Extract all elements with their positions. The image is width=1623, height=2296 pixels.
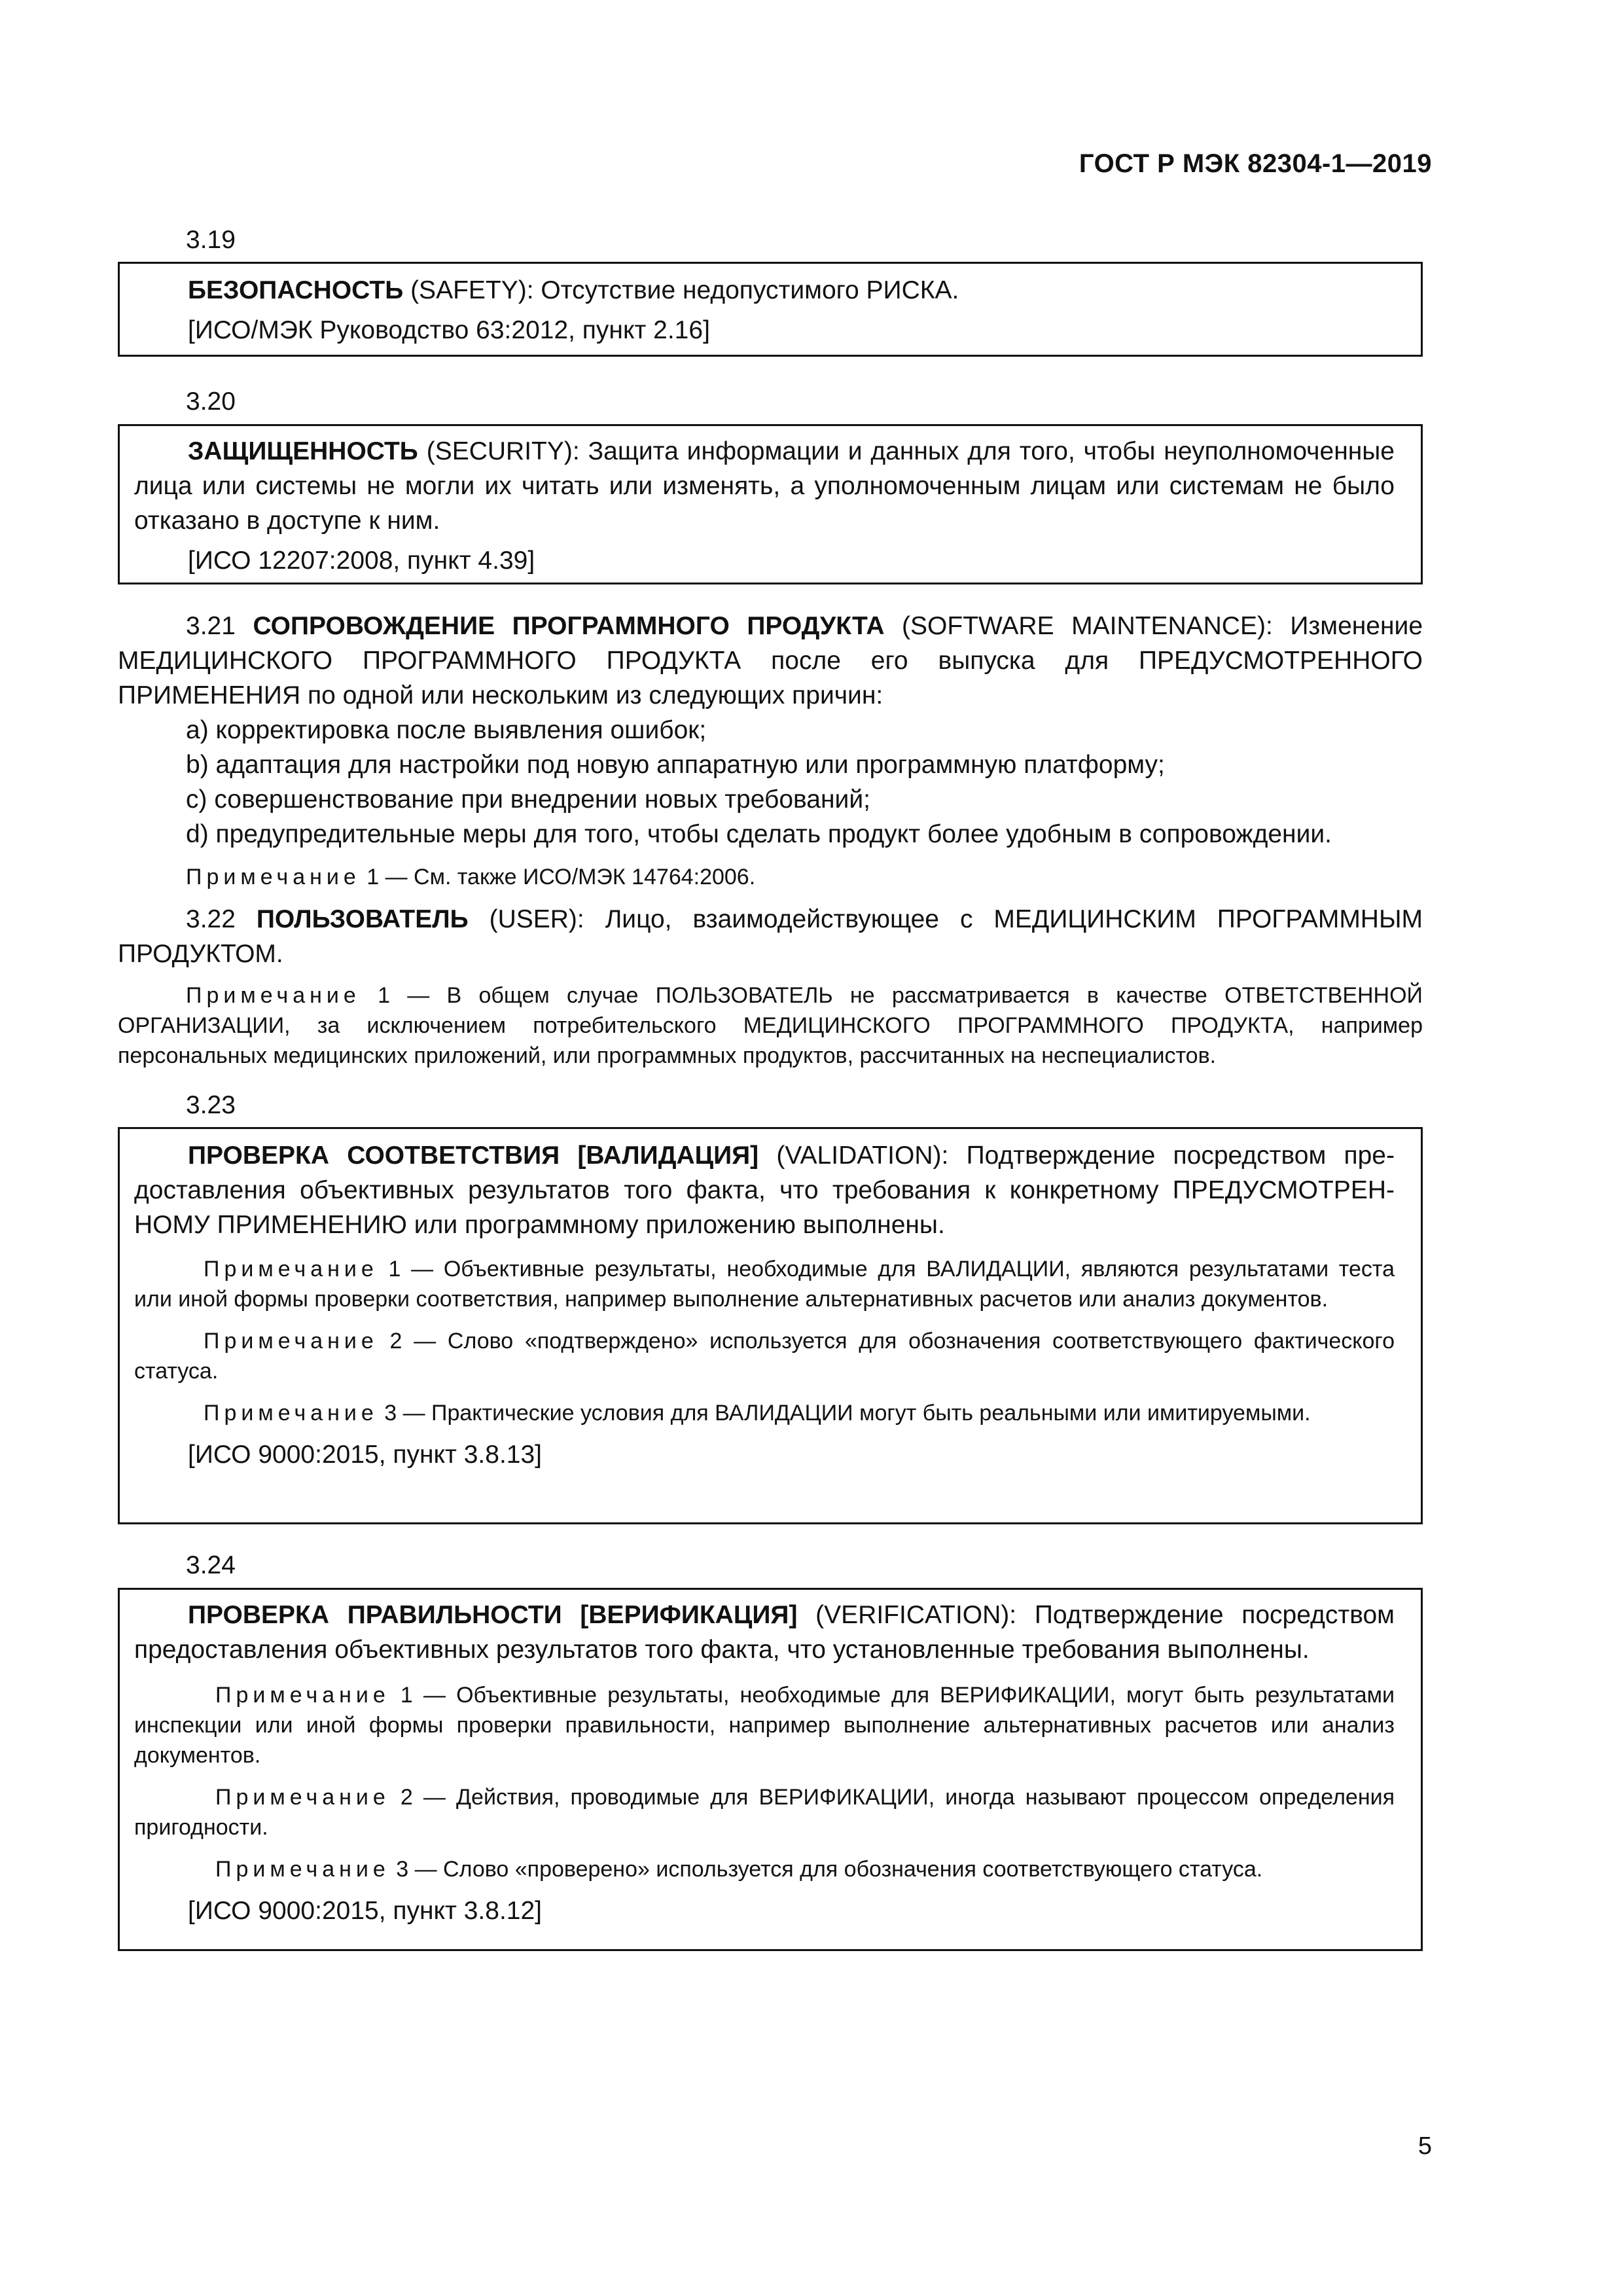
- page-number: 5: [1418, 2132, 1432, 2160]
- clause-3-21: [118, 609, 1423, 892]
- note-3-22: [118, 980, 1423, 1071]
- reference-3-19: [ИСО/МЭК Руководство 63:2012, пункт 2.16]: [188, 316, 710, 344]
- note-label: Примечание: [204, 1401, 378, 1426]
- term-safety: БЕЗОПАСНОСТЬ: [188, 276, 404, 304]
- note-3-24-2: [134, 1782, 1421, 1842]
- reference-3-23: [ИСО 9000:2015, пункт 3.8.13]: [188, 1441, 542, 1469]
- definition-box-3-20: [118, 424, 1423, 584]
- definition-text: (SOFTWARE MAINTENANCE): Изменение МЕДИЦИНСКОГО ПРОГРАММНОГО ПРОДУКТА после его выпуска для ПРЕДУСМОТРЕННОГО ПРИМЕНЕНИЯ по одной или нескольким из следующих причин:: [118, 612, 1423, 709]
- definition-text: (VALIDATION): Подтверждение посредством предоставления объективных результатов того факта, что требования к конкретному ПРЕДУСМОТРЕННОМУ ПРИМЕНЕНИЮ или программному приложению выполнены.: [134, 1141, 1395, 1239]
- definition-box-3-19: [118, 262, 1423, 357]
- definition-box-3-24: [118, 1588, 1423, 1951]
- list-item: b) адаптация для настройки под новую аппаратную или программную платформу;: [186, 751, 1165, 779]
- clause-number-3-23: 3.23: [186, 1091, 236, 1119]
- definition-3-21: [118, 609, 1423, 713]
- list-item: d) предупредительные меры для того, чтобы сделать продукт более удобным в сопровождении.: [186, 820, 1332, 848]
- definition-text: (SAFETY): Отсутствие недопустимого РИСКА.: [403, 276, 959, 304]
- note-label: Примечание: [204, 1329, 378, 1354]
- note-3-23-1: [134, 1254, 1421, 1314]
- reference-3-24: [ИСО 9000:2015, пункт 3.8.12]: [188, 1897, 542, 1925]
- definition-3-22: [118, 902, 1423, 971]
- definition-3-24: [134, 1598, 1421, 1667]
- note-3-24-1: [134, 1680, 1421, 1770]
- definition-3-19: [188, 273, 1421, 308]
- term-verification: ПРОВЕРКА ПРАВИЛЬНОСТИ [ВЕРИФИКАЦИЯ]: [188, 1601, 798, 1629]
- note-3-24-3: [134, 1854, 1421, 1884]
- term-software-maintenance: СОПРОВОЖДЕНИЕ ПРОГРАММНОГО ПРОДУКТА: [253, 612, 885, 640]
- term-security: ЗАЩИЩЕННОСТЬ: [188, 437, 418, 465]
- clause-number: 3.21: [186, 612, 253, 640]
- note-3-23-3: [134, 1398, 1421, 1428]
- definition-text: (SECURITY): Защита информации и данных для того, чтобы неуполномоченные лица или системы не могли их читать или изменять, а уполномоченным лицам или системам не было отказано в доступе к ним.: [134, 437, 1395, 535]
- note-label: Примечание: [215, 1683, 390, 1708]
- clause-number-3-20: 3.20: [186, 387, 236, 416]
- note-label: Примечание: [215, 1857, 390, 1882]
- note-text: 3 — Слово «проверено» используется для обозначения соответствующего статуса.: [389, 1857, 1263, 1882]
- note-text: 1 — См. также ИСО/МЭК 14764:2006.: [360, 865, 756, 889]
- note-text: 1 — Объективные результаты, необходимые для ВЕРИФИКАЦИИ, могут быть результатами инспекции или иной формы проверки правильности, например выполнение альтернативных расчетов или анализ документов.: [134, 1683, 1395, 1768]
- document-header: ГОСТ Р МЭК 82304-1—2019: [1079, 149, 1432, 178]
- note-text: 3 — Практические условия для ВАЛИДАЦИИ могут быть реальными или имитируемыми.: [378, 1401, 1311, 1426]
- reference-3-20: [ИСО 12207:2008, пункт 4.39]: [188, 547, 535, 575]
- note-label: Примечание: [204, 1257, 378, 1282]
- clause-3-22: [118, 902, 1423, 1071]
- term-validation: ПРОВЕРКА СООТВЕТСТВИЯ [ВАЛИДАЦИЯ]: [188, 1141, 759, 1170]
- clause-number-3-24: 3.24: [186, 1551, 236, 1579]
- clause-number: 3.22: [186, 905, 257, 933]
- term-user: ПОЛЬЗОВАТЕЛЬ: [256, 905, 469, 933]
- note-text: 1 — Объективные результаты, необходимые для ВАЛИДАЦИИ, являются результатами теста или иной формы проверки соответствия, например выполнение альтернативных расчетов или анализ документов.: [134, 1257, 1395, 1312]
- note-text: 2 — Действия, проводимые для ВЕРИФИКАЦИИ, иногда называют процессом определения пригодности.: [134, 1785, 1395, 1840]
- note-label: Примечание: [215, 1785, 390, 1810]
- definition-text: (USER): Лицо, взаимодействующее с МЕДИЦИНСКИМ ПРОГРАММНЫМ ПРОДУКТОМ.: [118, 905, 1423, 968]
- definition-3-23: [134, 1138, 1421, 1242]
- definition-box-3-23: [118, 1127, 1423, 1524]
- note-label: Примечание: [186, 865, 361, 889]
- definition-3-20: [134, 434, 1421, 538]
- note-text: 1 — В общем случае ПОЛЬЗОВАТЕЛЬ не рассматривается в качестве ОТВЕТСТВЕННОЙ ОРГАНИЗАЦИИ, за исключением потребительского МЕДИЦИНСКОГО ПРОГРАММНОГО ПРОДУКТА, например персональных медицинских приложений, или программных продуктов, рассчитанных на неспециалистов.: [118, 983, 1423, 1068]
- list-item: a) корректировка после выявления ошибок;: [186, 716, 707, 744]
- clause-number-3-19: 3.19: [186, 226, 236, 254]
- note-text: 2 — Слово «подтверждено» используется для обозначения соответствующего фактического статуса.: [134, 1329, 1395, 1384]
- note-3-21: [118, 862, 1423, 892]
- list-item: c) совершенствование при внедрении новых требований;: [186, 785, 870, 814]
- note-3-23-2: [134, 1326, 1421, 1386]
- definition-text: (VERIFICATION): Подтверждение посредством предоставления объективных результатов того факта, что установленные требования выполнены.: [134, 1601, 1395, 1664]
- note-label: Примечание: [186, 983, 361, 1008]
